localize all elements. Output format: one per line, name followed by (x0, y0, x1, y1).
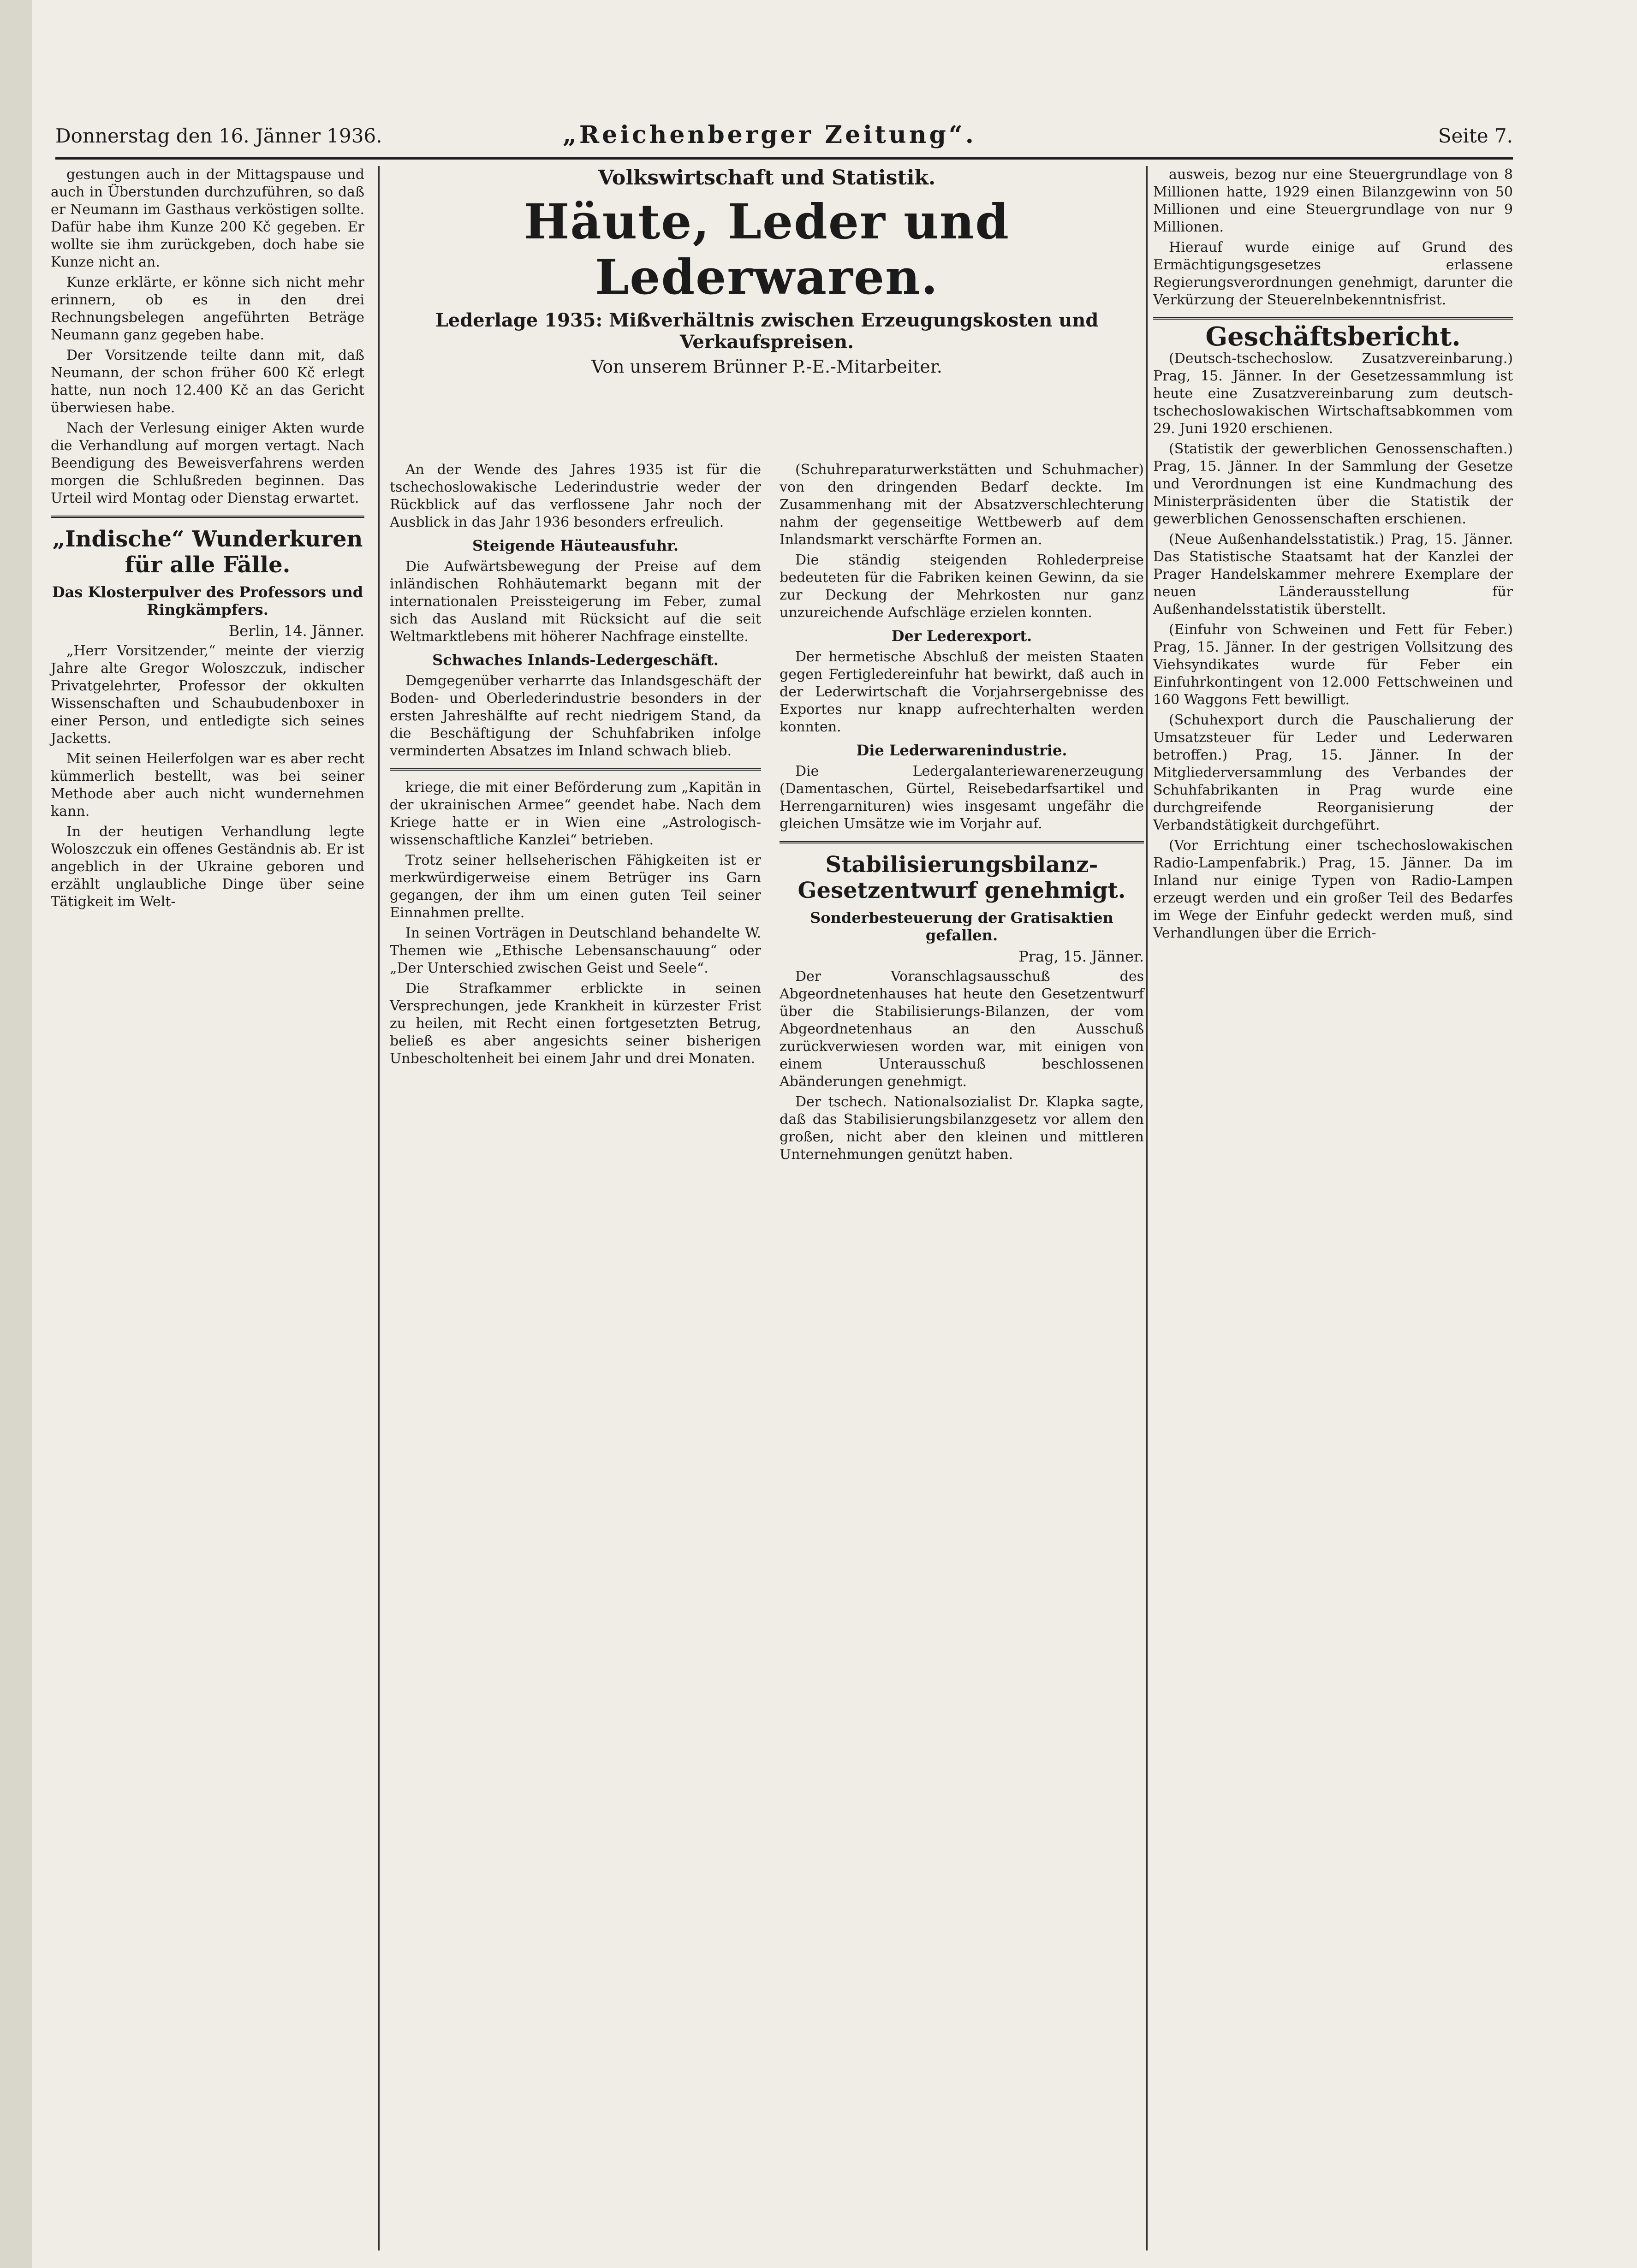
paragraph: Der hermetische Abschluß der meisten Staaten gegen Fertigledereinfuhr hat bewirkt, daß auch in der Lederwirtschaft die Vorjahrsergebnisse des Exportes nur knapp aufrechterhalten werden konnten. (780, 649, 1144, 735)
story-dateline: Prag, 15. Jänner. (1018, 948, 1144, 965)
main-article-body (390, 461, 1144, 2237)
subheading: Die Lederwarenindustrie. (856, 742, 1067, 759)
column-2 (390, 461, 761, 1070)
article-title: Häute, Leder und Lederwaren. (524, 193, 1010, 305)
paragraph: Nach der Verlesung einiger Akten wurde die Verhandlung auf morgen vertagt. Nach Beendigung des Beweisverfahrens werden morgen die Schlußreden beginnen. Das Urteil wird Montag oder Dienstag erwartet. (51, 420, 364, 506)
newspaper-name: „Reichenberger Zeitung“. (563, 121, 976, 149)
story-subtitle: Das Klosterpulver des Professors und Ringkämpfers. (52, 583, 363, 618)
paragraph: Die ständig steigenden Rohlederpreise bedeuteten für die Fabriken keinen Gewinn, da sie zur Deckung der Mehrkosten nur ganz unzureichende Aufschläge erzielen konnten. (780, 552, 1144, 621)
paragraph: Die Aufwärtsbewegung der Preise auf dem inländischen Rohhäutemarkt begann mit der internationalen Preissteigerung im Feber, zumal sich das Ausland mit Rücksicht auf die seit Weltmarktlebens mit höherer Nachfrage einstellte. (390, 558, 761, 645)
news-item: (Statistik der gewerblichen Genossenschaften.) Prag, 15. Jänner. In der Sammlung der Gesetze und Verordnungen ist eine Kundmachung des Ministerpräsidenten über die Statistik der gewerblichen Genossenschaften erschienen. (1153, 441, 1513, 527)
paragraph: ausweis, bezog nur eine Steuergrundlage von 8 Millionen hatte, 1929 einen Bilanzgewinn von 50 Millionen und eine Steuergrundlage von nur 9 Millionen. (1153, 166, 1513, 235)
subheading: Schwaches Inlands-Ledergeschäft. (432, 651, 719, 669)
section-heading: Geschäftsbericht. (1205, 321, 1461, 352)
paragraph: gestungen auch in der Mittagspause und auch in Überstunden durchzuführen, so daß er Neumann im Gasthaus verköstigen sollte. Dafür habe ihm Kunze 200 Kč gegeben. Er wollte sie ihm zurückgeben, doch habe sie Kunze nicht an. (51, 166, 364, 270)
column-rule (1146, 166, 1148, 2250)
story-subtitle: Sonderbesteuerung der Gratisaktien gefallen. (810, 909, 1113, 944)
paragraph: Der tschech. Nationalsozialist Dr. Klapka sagte, daß das Stabilisierungsbilanzgesetz vor allem den großen, nicht aber den kleinen und mittleren Unternehmungen genützt haben. (780, 1094, 1144, 1163)
news-item: (Einfuhr von Schweinen und Fett für Feber.) Prag, 15. Jänner. In der gestrigen Vollsitzung des Viehsyndikates wurde für Feber ein Einfuhrkontingent von 12.000 Fettschweinen und 160 Waggons Fett bewilligt. (1153, 622, 1513, 708)
story-title: Stabilisierungsbilanz-Gesetzentwurf genehmigt. (798, 852, 1126, 903)
paragraph: Hierauf wurde einige auf Grund des Ermächtigungsgesetzes erlassene Regierungsverordnungen genehmigt, darunter die Verkürzung der Steuerelnbekenntnisfrist. (1153, 239, 1513, 308)
paragraph: In der heutigen Verhandlung legte Woloszczuk ein offenes Geständnis ab. Er ist angeblich in der Ukraine geboren und erzählt unglaubliche Dinge über seine Tätigkeit im Welt- (51, 824, 364, 910)
paragraph: Demgegenüber verharrte das Inlandsgeschäft der Boden- und Oberlederindustrie besonders in der ersten Jahreshälfte auf recht niedrigem Stand, da die Beschäftigung der Schuhfabriken infolge verminderten Absatzes im Inland schwach blieb. (390, 673, 761, 759)
column-3 (780, 461, 1144, 1166)
paragraph: Kunze erklärte, er könne sich nicht mehr erinnern, ob es in den drei Rechnungsbelegen angeführten Beträge Neumann ganz gegeben habe. (51, 274, 364, 343)
news-item: (Deutsch-tschechoslow. Zusatzvereinbarung.) Prag, 15. Jänner. In der Gesetzessammlung ist heute eine Zusatzvereinbarung zum deutsch-tschechoslowakischen Wirtschaftsabkommen vom 29. Juni 1920 erschienen. (1153, 350, 1513, 437)
scan-edge (0, 0, 32, 2268)
divider (1153, 317, 1513, 320)
issue-date: Donnerstag den 16. Jänner 1936. (55, 125, 382, 147)
column-rule (378, 166, 380, 2250)
article-byline: Von unserem Brünner P.-E.-Mitarbeiter. (591, 356, 942, 377)
news-item: (Schuhexport durch die Pauschalierung der Umsatzsteuer für Leder und Lederwaren betroffen.) Prag, 15. Jänner. In der Mitgliederversammlung des Verbandes der Schuhfabrikanten in Prag wurde eine durchgreifende Reorganisierung der Verbandstätigkeit durchgeführt. (1153, 712, 1513, 833)
paragraph: (Schuhreparaturwerkstätten und Schuhmacher) von den dringenden Bedarf deckte. Im Zusammenhang mit der Absatzverschlechterung nahm der gegenseitige Wettbewerb auf dem Inlandsmarkt verschärfte Formen an. (780, 462, 1144, 548)
subheading: Steigende Häuteausfuhr. (472, 537, 679, 554)
paragraph: In seinen Vorträgen in Deutschland behandelte W. Themen wie „Ethische Lebensanschauung“ oder „Der Unterschied zwischen Geist und Seele“. (390, 925, 761, 976)
paragraph: Mit seinen Heilerfolgen war es aber recht kümmerlich bestellt, was bei seiner Methode aber auch nicht wundernehmen kann. (51, 751, 364, 819)
paragraph: An der Wende des Jahres 1935 ist für die tschechoslowakische Lederindustrie weder der Rückblick auf das verflossene Jahr noch der Ausblick in das Jahr 1936 besonders erfreulich. (390, 462, 761, 530)
section-heading: Volkswirtschaft und Statistik. (598, 166, 936, 190)
paragraph: kriege, die mit einer Beförderung zum „Kapitän in der ukrainischen Armee“ geendet habe. Nach dem Kriege hatte er in Wien eine „Astrologisch-wissenschaftliche Kanzlei“ betrieben. (390, 779, 761, 848)
column-4 (1153, 166, 1513, 945)
article-subtitle: Lederlage 1935: Mißverhältnis zwischen Erzeugungskosten und Verkaufspreisen. (435, 309, 1099, 353)
divider (390, 768, 761, 771)
main-headline-block (390, 166, 1144, 386)
subheading: Der Lederexport. (891, 627, 1032, 645)
divider (780, 841, 1144, 843)
paragraph: Die Ledergalanteriewarenerzeugung (Damentaschen, Gürtel, Reisebedarfsartikel und Herrengarnituren) wies insgesamt ungefähr die gleichen Umsätze wie im Vorjahr auf. (780, 763, 1144, 832)
news-item: (Neue Außenhandelsstatistik.) Prag, 15. Jänner. Das Statistische Staatsamt hat der Kanzlei der Prager Handelskammer mehrere Exemplare der neuen Länderausstellung für Außenhandelsstatistik überstellt. (1153, 531, 1513, 617)
news-item: (Vor Errichtung einer tschechoslowakischen Radio-Lampenfabrik.) Prag, 15. Jänner. Da im Inland nur einige Typen von Radio-Lampen erzeugt werden und ein großer Teil des Bedarfes im Wege der Einfuhr gedeckt werden muß, sind Verhandlungen über die Errich- (1153, 837, 1513, 941)
column-1 (51, 166, 364, 914)
story-dateline: Berlin, 14. Jänner. (228, 622, 364, 640)
paragraph: Die Strafkammer erblickte in seinen Versprechungen, jede Krankheit in kürzester Frist zu heilen, mit Recht einen fortgesetzten Betrug, beließ es aber angesichts seiner bisherigen Unbescholtenheit bei einem Jahr und drei Monaten. (390, 980, 761, 1067)
divider (51, 516, 364, 518)
paragraph: Der Voranschlagsausschuß des Abgeordnetenhauses hat heute den Gesetzentwurf über die Stabilisierungs-Bilanzen, der vom Abgeordnetenhaus an den Ausschuß zurückverwiesen worden war, mit einigen von einem Unterausschuß beschlossenen Abänderungen genehmigt. (780, 968, 1144, 1090)
page-number: Seite 7. (1438, 125, 1513, 147)
masthead-rule (55, 157, 1513, 160)
paragraph: „Herr Vorsitzender,“ meinte der vierzig Jahre alte Gregor Woloszczuk, indischer Privatgelehrter, Professor der okkulten Wissenschaften und Schaubudenboxer in einer Person, und entledigte sich seines Jacketts. (51, 643, 364, 747)
story-title: „Indische“ Wunderkuren für alle Fälle. (52, 526, 363, 578)
paragraph: Trotz seiner hellseherischen Fähigkeiten ist er merkwürdigerweise einem Betrüger ins Garn gegangen, der ihm um einen guten Teil seiner Einnahmen prellte. (390, 852, 761, 921)
masthead (55, 115, 1513, 157)
paragraph: Der Vorsitzende teilte dann mit, daß Neumann, der schon früher 600 Kč erlegt hatte, nun noch 12.400 Kč an das Gericht überwiesen habe. (51, 347, 364, 416)
